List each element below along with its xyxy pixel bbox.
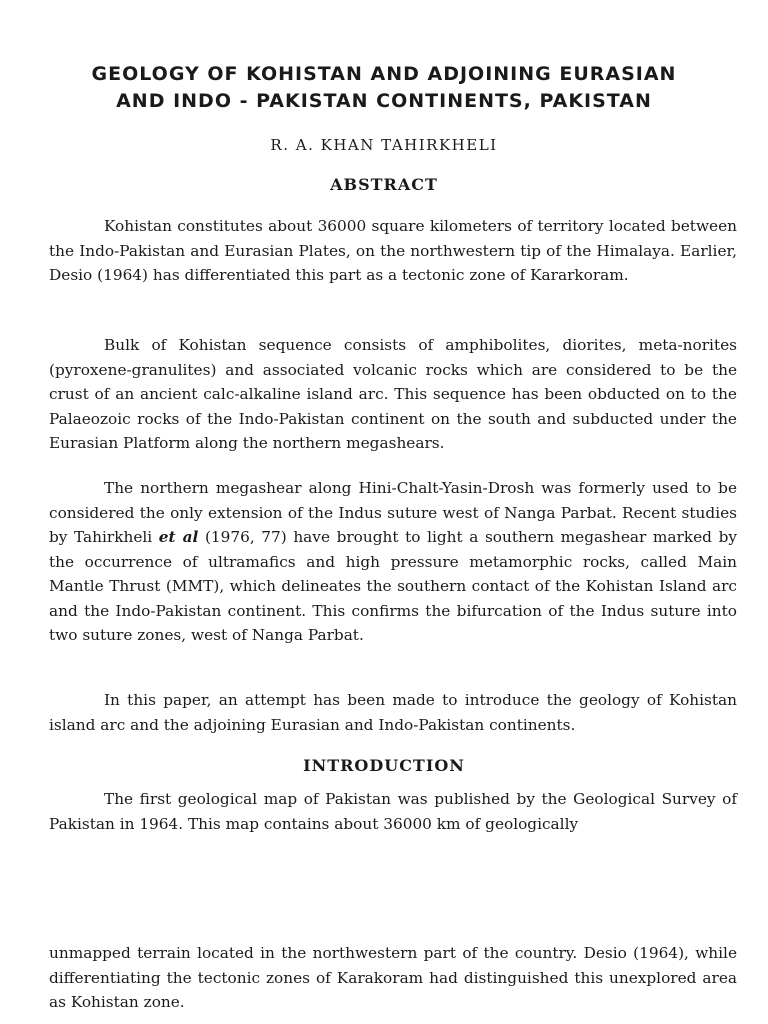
abstract-paragraph-1: Kohistan constitutes about 36000 square kilometers of territory located between the Indo-Pakistan and Eurasian Plates, on the northwestern tip of the Himalaya. Earlier, Desio (1964) has differentiated this part as a tectonic zone of Kararkoram.: [49, 217, 737, 284]
introduction-paragraph-1-continued: unmapped terrain located in the northwestern part of the country. Desio (1964), while differentiating the tectonic zones of Karakoram had distinguished this unexplored area as Kohistan zone.: [49, 944, 737, 1011]
author: R. A. KHAN TAHIRKHELI: [270, 136, 498, 154]
paper-title-line-1: GEOLOGY OF KOHISTAN AND ADJOINING EURASIAN: [91, 63, 677, 85]
paper-title-line-2: AND INDO - PAKISTAN CONTINENTS, PAKISTAN: [116, 90, 652, 112]
abstract-paragraph-3-text-a: The northern megashear along Hini-Chalt-Yasin-Drosh was formerly used to be considered the only extension of the Indus suture west of Nanga Parbat. Recent studies by Tahirkheli: [49, 479, 737, 546]
abstract-paragraph-2: Bulk of Kohistan sequence consists of amphibolites, diorites, meta-norites (pyroxene-granulites) and associated volcanic rocks which are considered to be the crust of an ancient calc-alkaline island arc. This sequence has been obducted on to the Palaeozoic rocks of the Indo-Pakistan continent on the south and subducted under the Eurasian Platform along the northern megashears.: [49, 336, 737, 452]
introduction-paragraph-1: The first geological map of Pakistan was published by the Geological Survey of Pakistan in 1964. This map contains about 36000 km of geologically: [49, 790, 737, 833]
abstract-paragraph-4: In this paper, an attempt has been made to introduce the geology of Kohistan island arc and the adjoining Eurasian and Indo-Pakistan continents.: [49, 691, 737, 734]
abstract-heading: ABSTRACT: [330, 175, 438, 194]
abstract-paragraph-3-text-b: (1976, 77) have brought to light a southern megashear marked by the occurrence of ultramafics and high pressure metamorphic rocks, called Main Mantle Thrust (MMT), which delineates the southern contact of the Kohistan Island arc and the Indo-Pakistan continent. This confirms the bifurcation of the Indus suture into two suture zones, west of Nanga Parbat.: [49, 528, 737, 644]
introduction-heading: INTRODUCTION: [303, 756, 465, 775]
et-al-italic: et al: [158, 528, 199, 546]
abstract-paragraph-3: [49, 476, 737, 648]
